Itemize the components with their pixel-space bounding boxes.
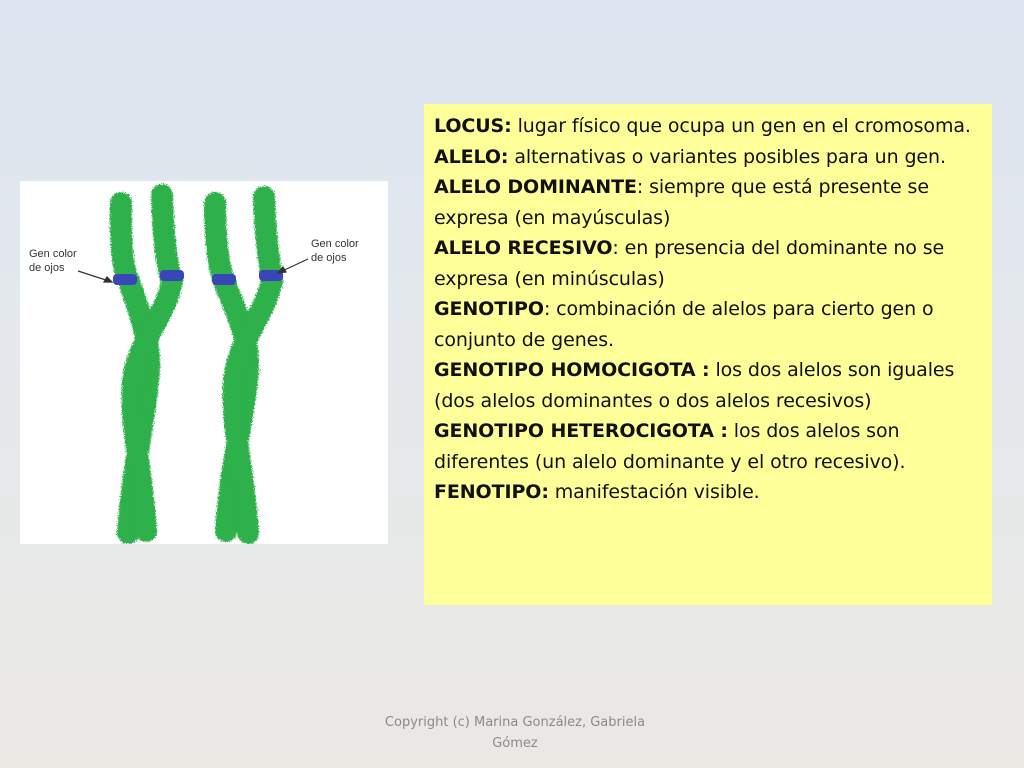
gene-label-left: Gen color de ojos	[29, 248, 77, 274]
definition-text: : en presencia del dominante no se expresa (en minúsculas)	[434, 237, 945, 290]
gene-band	[160, 270, 184, 281]
term: ALELO:	[434, 145, 509, 168]
term: ALELO DOMINANTE	[434, 176, 637, 198]
definition-fenotipo	[434, 477, 982, 508]
gene-band	[212, 274, 236, 285]
definition-alelo-recesivo	[434, 233, 982, 294]
chromosome-illustration	[20, 181, 388, 544]
definition-text: : combinación de alelos para cierto gen o conjunto de genes.	[434, 298, 934, 351]
term: GENOTIPO HETEROCIGOTA :	[434, 420, 728, 442]
definition-text: los dos alelos son iguales (dos alelos dominantes o dos alelos recesivos)	[434, 359, 955, 412]
definition-genotipo-heterocigota	[434, 416, 982, 477]
chromosome-figure	[20, 181, 388, 544]
definitions-box	[424, 104, 992, 605]
definition-text: : siempre que está presente se expresa (en mayúsculas)	[434, 176, 929, 229]
definition-text: lugar físico que ocupa un gen en el cromosoma.	[511, 115, 971, 137]
term: ALELO RECESIVO	[434, 237, 613, 259]
definition-alelo-dominante	[434, 172, 982, 233]
definition-text: los dos alelos son diferentes (un alelo dominante y el otro recesivo).	[434, 420, 906, 473]
copyright-footer: Copyright (c) Marina González, Gabriela Gómez	[384, 715, 646, 751]
term: LOCUS:	[434, 115, 512, 137]
term: GENOTIPO HOMOCIGOTA :	[434, 359, 710, 381]
definition-text: manifestación visible.	[548, 481, 760, 503]
definition-genotipo	[434, 294, 982, 355]
definition-genotipo-homocigota	[434, 355, 982, 416]
gene-band	[113, 274, 137, 285]
term: GENOTIPO	[434, 298, 544, 320]
gene-label-right: Gen color de ojos	[311, 238, 359, 264]
definition-locus	[434, 111, 982, 142]
definition-text: alternativas o variantes posibles para un gen.	[508, 145, 946, 168]
term: FENOTIPO:	[434, 481, 549, 503]
definition-alelo	[434, 142, 982, 173]
